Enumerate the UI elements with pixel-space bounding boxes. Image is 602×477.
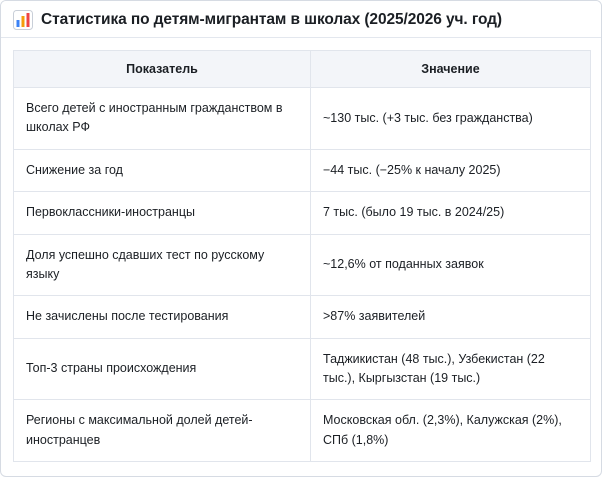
cell-indicator: Всего детей с иностранным гражданством в школах РФ bbox=[14, 88, 311, 150]
table-row bbox=[14, 88, 591, 150]
cell-value: >87% заявителей bbox=[311, 296, 591, 338]
column-header-value: Значение bbox=[311, 51, 591, 88]
statistics-table bbox=[13, 50, 591, 462]
table-header-row bbox=[14, 51, 591, 88]
cell-value: ~12,6% от поданных заявок bbox=[311, 234, 591, 296]
cell-value: Таджикистан (48 тыс.), Узбекистан (22 тыс.), Кыргызстан (19 тыс.) bbox=[311, 338, 591, 400]
cell-indicator: Снижение за год bbox=[14, 149, 311, 191]
column-header-indicator: Показатель bbox=[14, 51, 311, 88]
page-title: Статистика по детям-мигрантам в школах (2025/2026 уч. год) bbox=[41, 11, 502, 28]
bar-chart-icon bbox=[13, 10, 33, 30]
cell-value: 7 тыс. (было 19 тыс. в 2024/25) bbox=[311, 192, 591, 234]
cell-indicator: Топ-3 страны происхождения bbox=[14, 338, 311, 400]
cell-indicator: Регионы с максимальной долей детей-иностранцев bbox=[14, 400, 311, 462]
cell-indicator: Не зачислены после тестирования bbox=[14, 296, 311, 338]
cell-value: Московская обл. (2,3%), Калужская (2%), СПб (1,8%) bbox=[311, 400, 591, 462]
table-container bbox=[1, 38, 601, 476]
table-row bbox=[14, 400, 591, 462]
cell-indicator: Первоклассники-иностранцы bbox=[14, 192, 311, 234]
table-row bbox=[14, 192, 591, 234]
table-row bbox=[14, 296, 591, 338]
card-header bbox=[1, 1, 601, 38]
cell-value: −44 тыс. (−25% к началу 2025) bbox=[311, 149, 591, 191]
cell-value: ~130 тыс. (+3 тыс. без гражданства) bbox=[311, 88, 591, 150]
cell-indicator: Доля успешно сдавших тест по русскому языку bbox=[14, 234, 311, 296]
table-row bbox=[14, 149, 591, 191]
table-row bbox=[14, 234, 591, 296]
table-row bbox=[14, 338, 591, 400]
